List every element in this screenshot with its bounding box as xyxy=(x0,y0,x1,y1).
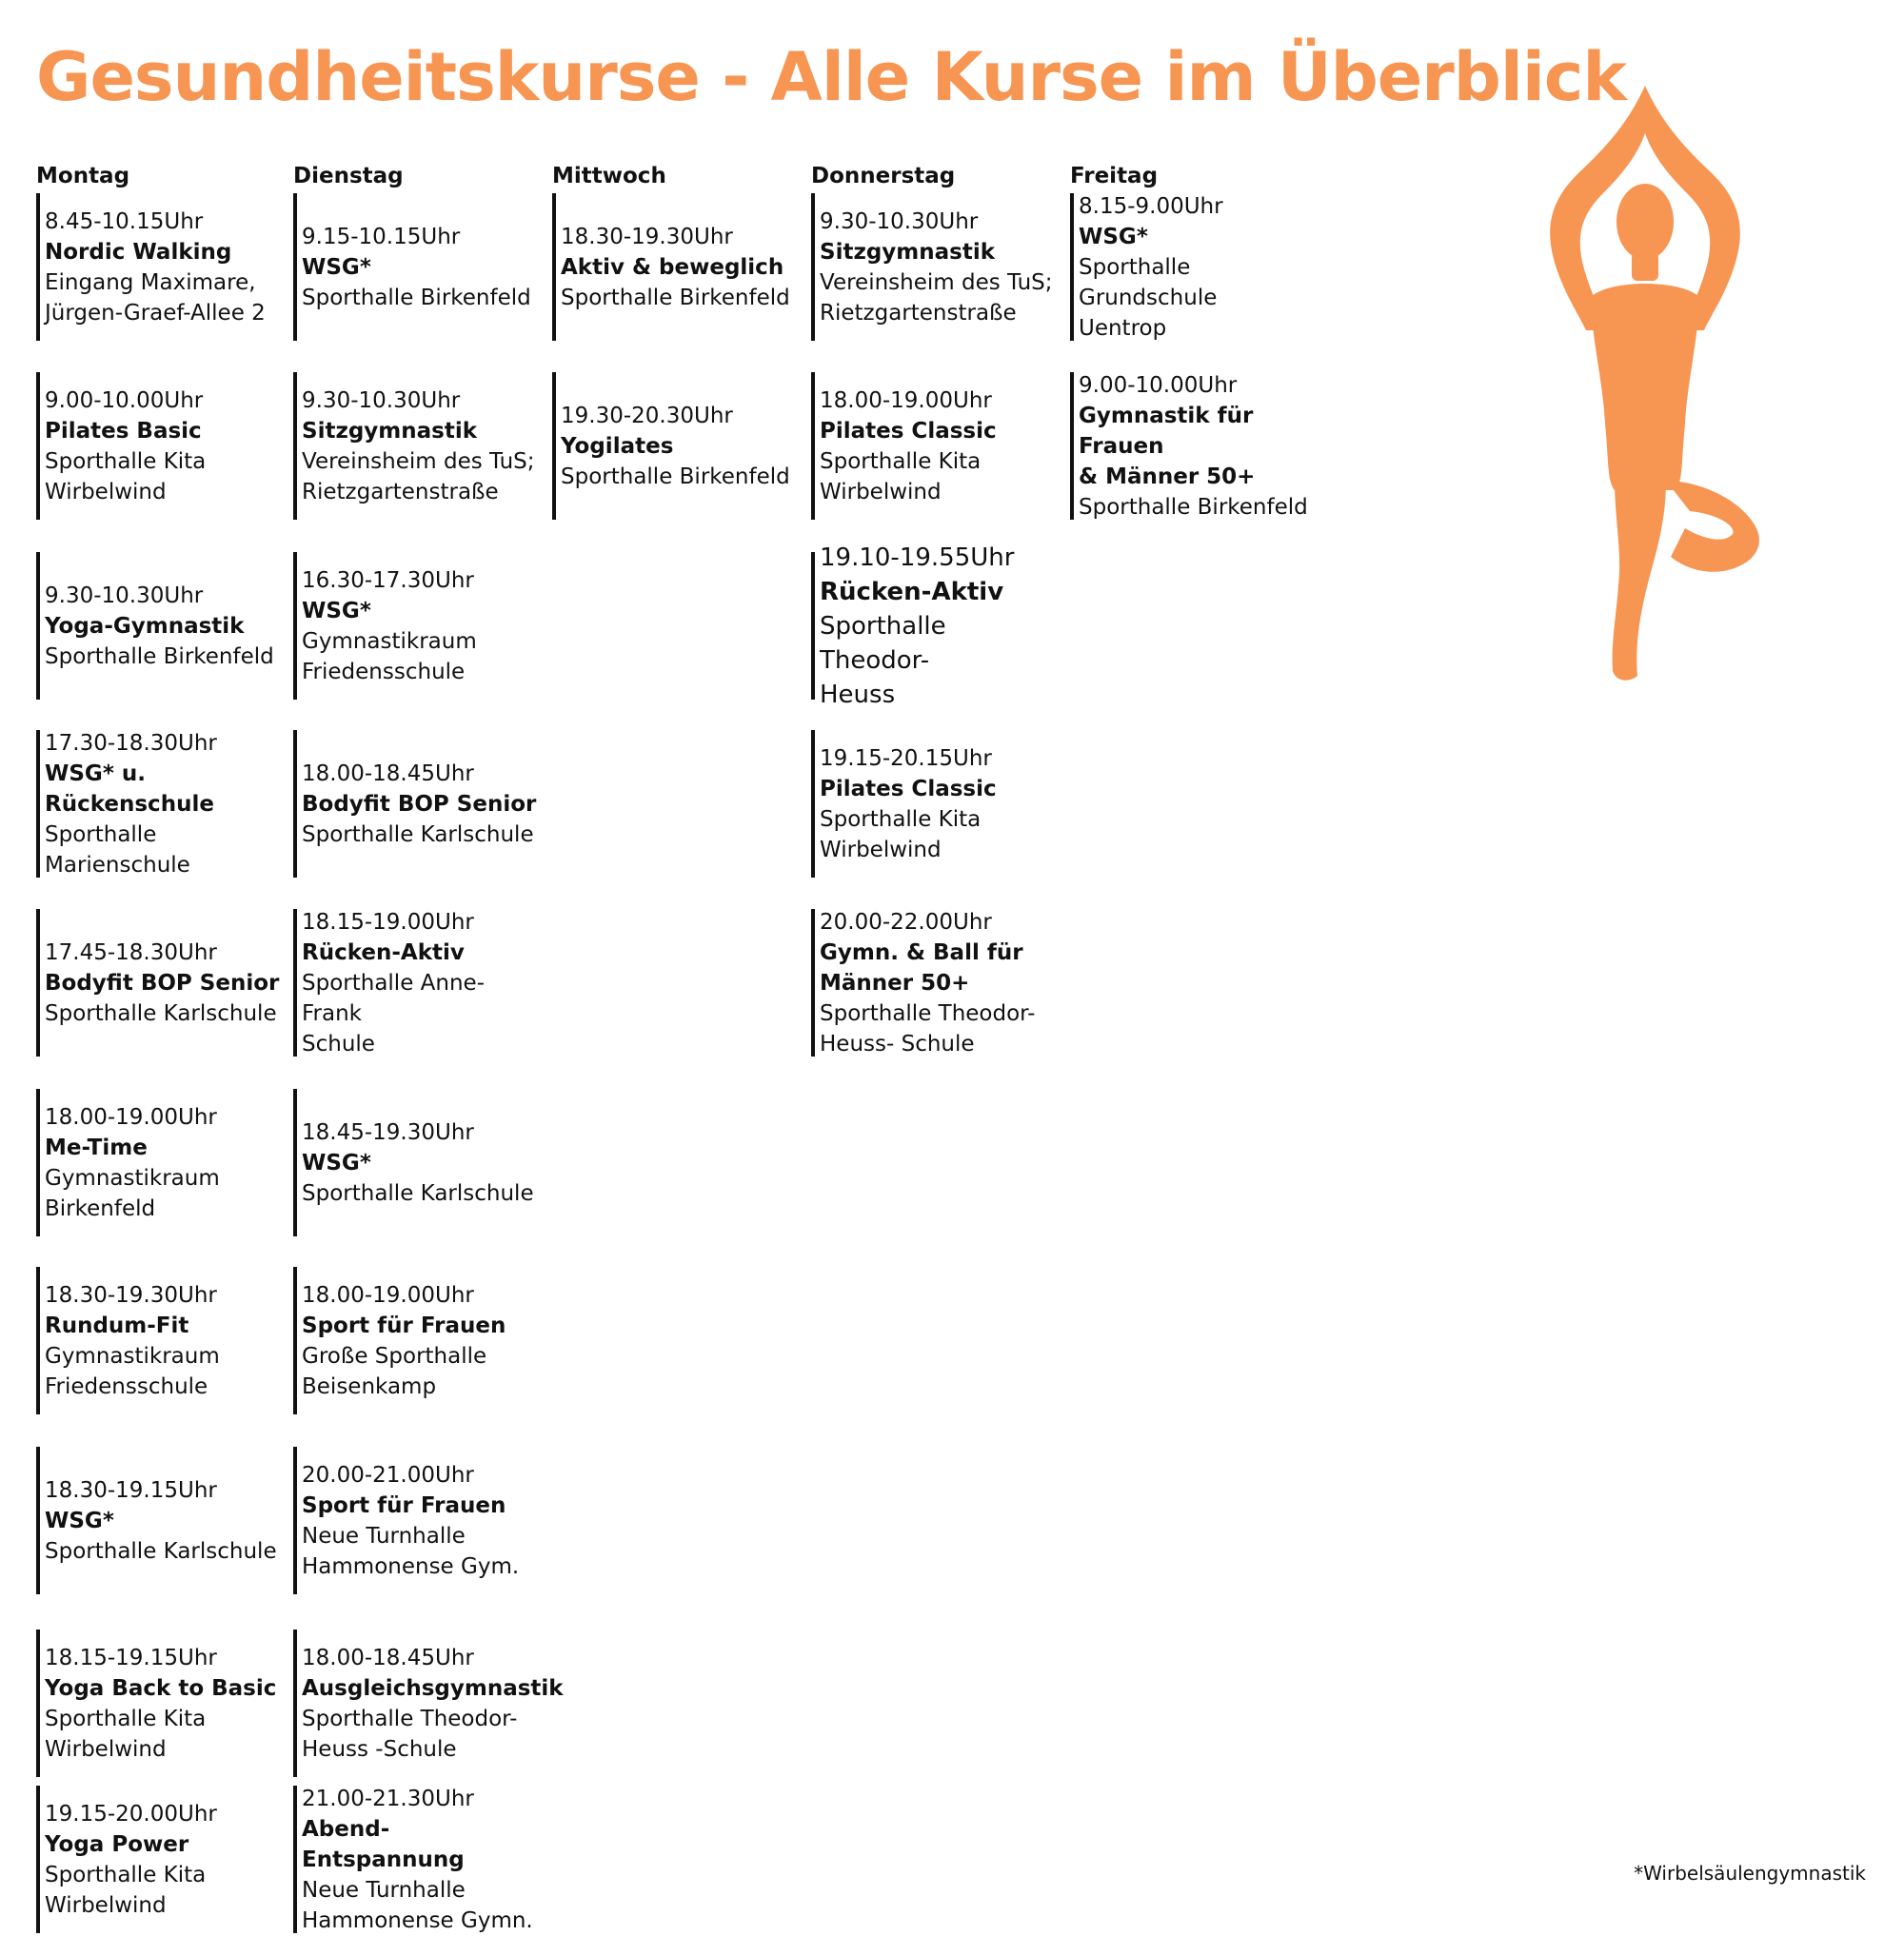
course-name: Pilates Classic xyxy=(820,418,997,444)
course-entry xyxy=(293,372,543,520)
course-name: WSG* xyxy=(1079,224,1148,249)
course-slot xyxy=(293,372,543,520)
course-name: Rundum-Fit xyxy=(45,1313,189,1338)
course-slot xyxy=(552,372,802,520)
course-time: 18.00-18.45Uhr xyxy=(302,1645,474,1670)
course-slot xyxy=(36,909,286,1057)
course-slot xyxy=(36,552,286,700)
course-location: Sporthalle Karlschule xyxy=(302,821,534,847)
course-time: 9.30-10.30Uhr xyxy=(45,583,204,608)
course-slot xyxy=(293,552,543,700)
course-name: WSG* xyxy=(302,254,371,280)
course-location: Gymnastikraum Birkenfeld xyxy=(45,1165,220,1221)
course-name: Sitzgymnastik xyxy=(302,418,478,444)
course-name: Pilates Basic xyxy=(45,418,202,444)
course-time: 16.30-17.30Uhr xyxy=(302,567,474,593)
course-entry xyxy=(36,909,286,1057)
day-header: Freitag xyxy=(1070,164,1159,188)
course-location: Sporthalle Kita Wirbelwind xyxy=(820,806,982,862)
course-slot xyxy=(811,193,1061,341)
course-name: WSG* u. Rückenschule xyxy=(45,761,214,817)
course-time: 17.45-18.30Uhr xyxy=(45,939,217,965)
course-entry xyxy=(293,1630,564,1777)
course-slot xyxy=(293,1630,564,1777)
course-location: Sporthalle Birkenfeld xyxy=(561,285,790,310)
course-entry xyxy=(293,1267,543,1414)
course-time: 18.00-19.00Uhr xyxy=(45,1104,217,1130)
course-slot xyxy=(811,730,1061,878)
course-time: 17.30-18.30Uhr xyxy=(45,730,217,756)
course-slot xyxy=(36,1630,286,1777)
course-location: Vereinsheim des TuS; Rietzgartenstraße xyxy=(820,269,1053,326)
day-column-4 xyxy=(1070,162,1319,520)
day-header: Montag xyxy=(36,164,130,188)
course-location: Sporthalle Karlschule xyxy=(45,1000,277,1026)
course-location: Gymnastikraum Friedensschule xyxy=(45,1343,220,1399)
course-entry xyxy=(36,193,286,341)
course-slot xyxy=(293,730,543,878)
course-entry xyxy=(811,193,1061,341)
course-name: Bodyfit BOP Senior xyxy=(45,970,280,996)
course-slot xyxy=(1070,372,1319,520)
course-entry xyxy=(36,1089,286,1236)
course-name: WSG* xyxy=(302,598,371,623)
course-time: 9.30-10.30Uhr xyxy=(302,387,461,413)
course-location: Sporthalle Kita Wirbelwind xyxy=(45,448,207,504)
course-entry xyxy=(293,909,543,1057)
course-time: 9.00-10.00Uhr xyxy=(1079,372,1238,398)
course-name: Sport für Frauen xyxy=(302,1313,506,1338)
course-location: Vereinsheim des TuS; Rietzgartenstraße xyxy=(302,448,535,504)
day-header: Mittwoch xyxy=(552,164,666,188)
course-name: Rücken-Aktiv xyxy=(820,577,1004,606)
day-header: Donnerstag xyxy=(811,164,956,188)
course-location: Gymnastikraum Friedensschule xyxy=(302,628,477,684)
course-name: WSG* xyxy=(302,1150,371,1175)
course-time: 8.15-9.00Uhr xyxy=(1079,193,1223,219)
course-location: Sporthalle Birkenfeld xyxy=(302,285,531,310)
course-time: 18.30-19.30Uhr xyxy=(561,224,733,249)
course-slot xyxy=(552,193,802,341)
course-slot xyxy=(811,543,1061,709)
course-name: Sitzgymnastik xyxy=(820,239,996,265)
course-slot xyxy=(36,1089,286,1236)
course-time: 19.30-20.30Uhr xyxy=(561,403,733,428)
course-name: WSG* xyxy=(45,1508,114,1533)
course-entry xyxy=(36,1267,286,1414)
course-location: Sporthalle Grundschule Uentrop xyxy=(1079,254,1218,341)
course-name: Sport für Frauen xyxy=(302,1492,506,1518)
course-entry xyxy=(36,1786,286,1933)
course-slot xyxy=(36,372,286,520)
course-entry xyxy=(293,552,543,700)
day-header: Dienstag xyxy=(293,164,404,188)
course-time: 18.15-19.15Uhr xyxy=(45,1645,217,1670)
course-entry xyxy=(36,730,286,878)
course-location: Sporthalle Theodor- Heuss xyxy=(820,611,946,709)
course-name: Me-Time xyxy=(45,1135,148,1160)
course-time: 18.15-19.00Uhr xyxy=(302,909,474,935)
course-name: Nordic Walking xyxy=(45,239,232,265)
course-entry xyxy=(293,193,543,341)
course-entry xyxy=(1070,193,1319,341)
course-name: Gymnastik für Frauen & Männer 50+ xyxy=(1079,403,1256,489)
course-slot xyxy=(293,1447,543,1594)
course-slot xyxy=(293,1267,543,1414)
course-entry xyxy=(552,193,802,341)
course-name: Ausgleichsgymnastik xyxy=(302,1675,564,1701)
course-slot xyxy=(293,1786,543,1933)
course-time: 19.10-19.55Uhr xyxy=(820,543,1015,572)
course-name: Rücken-Aktiv xyxy=(302,939,465,965)
course-time: 19.15-20.15Uhr xyxy=(820,745,992,771)
course-entry xyxy=(293,1786,543,1933)
course-location: Sporthalle Kita Wirbelwind xyxy=(45,1706,207,1762)
course-slot xyxy=(293,909,543,1057)
course-name: Yogilates xyxy=(561,433,674,459)
course-entry xyxy=(36,1447,286,1594)
course-location: Sporthalle Theodor- Heuss- Schule xyxy=(820,1000,1036,1057)
course-entry xyxy=(293,730,543,878)
course-slot xyxy=(293,1089,543,1236)
course-time: 18.00-18.45Uhr xyxy=(302,761,474,786)
course-time: 18.00-19.00Uhr xyxy=(820,387,992,413)
course-name: Yoga-Gymnastik xyxy=(45,613,245,639)
course-location: Sporthalle Karlschule xyxy=(302,1180,534,1206)
course-entry xyxy=(293,1089,543,1236)
course-location: Große Sporthalle Beisenkamp xyxy=(302,1343,487,1399)
page-title: Gesundheitskurse - Alle Kurse im Überblick xyxy=(36,38,1626,116)
course-name: Aktiv & beweglich xyxy=(561,254,784,280)
course-slot xyxy=(36,193,286,341)
footnote: *Wirbelsäulengymnastik xyxy=(1634,1862,1866,1885)
course-entry xyxy=(36,552,286,700)
course-time: 8.45-10.15Uhr xyxy=(45,208,204,234)
course-slot xyxy=(293,193,543,341)
course-entry xyxy=(36,372,286,520)
day-column-1 xyxy=(293,162,564,1933)
course-slot xyxy=(36,1786,286,1933)
course-time: 18.45-19.30Uhr xyxy=(302,1119,474,1145)
day-column-2 xyxy=(552,162,802,489)
course-name: Gymn. & Ball für Männer 50+ xyxy=(820,939,1023,996)
day-column-0 xyxy=(36,162,286,1918)
course-location: Sporthalle Theodor- Heuss -Schule xyxy=(302,1706,518,1762)
course-entry xyxy=(293,1447,543,1594)
course-location: Sporthalle Anne-Frank Schule xyxy=(302,970,485,1057)
course-name: Abend-Entspannung xyxy=(302,1816,465,1872)
course-time: 9.00-10.00Uhr xyxy=(45,387,204,413)
course-slot xyxy=(811,909,1061,1057)
course-slot xyxy=(36,1267,286,1414)
course-entry xyxy=(811,372,1061,520)
course-time: 18.30-19.30Uhr xyxy=(45,1282,217,1308)
course-entry xyxy=(36,1630,286,1777)
course-location: Sporthalle Kita Wirbelwind xyxy=(45,1862,207,1918)
course-time: 20.00-22.00Uhr xyxy=(820,909,992,935)
course-time: 18.30-19.15Uhr xyxy=(45,1477,217,1503)
course-time: 18.00-19.00Uhr xyxy=(302,1282,474,1308)
day-column-3 xyxy=(811,162,1061,1057)
course-location: Neue Turnhalle Hammonense Gym. xyxy=(302,1523,520,1579)
course-entry xyxy=(811,909,1061,1057)
course-slot xyxy=(811,372,1061,520)
course-location: Sporthalle Karlschule xyxy=(45,1538,277,1564)
course-entry xyxy=(552,372,802,520)
course-name: Pilates Classic xyxy=(820,776,997,801)
course-name: Yoga Back to Basic xyxy=(45,1675,277,1701)
course-entry xyxy=(811,543,1061,709)
course-time: 9.15-10.15Uhr xyxy=(302,224,461,249)
course-entry xyxy=(1070,372,1319,520)
course-location: Sporthalle Birkenfeld xyxy=(1079,494,1308,520)
course-location: Sporthalle Marienschule xyxy=(45,821,190,878)
course-location: Sporthalle Kita Wirbelwind xyxy=(820,448,982,504)
course-location: Sporthalle Birkenfeld xyxy=(45,643,274,669)
course-location: Sporthalle Birkenfeld xyxy=(561,464,790,489)
course-location: Neue Turnhalle Hammonense Gymn. xyxy=(302,1877,533,1933)
course-slot xyxy=(36,1447,286,1594)
course-entry xyxy=(811,730,1061,878)
course-slot xyxy=(36,730,286,878)
yoga-figure-icon xyxy=(1523,81,1771,690)
course-slot xyxy=(1070,193,1319,341)
course-location: Eingang Maximare, Jürgen-Graef-Allee 2 xyxy=(45,269,266,326)
course-time: 9.30-10.30Uhr xyxy=(820,208,979,234)
course-name: Yoga Power xyxy=(45,1831,189,1857)
course-name: Bodyfit BOP Senior xyxy=(302,791,537,817)
course-time: 20.00-21.00Uhr xyxy=(302,1462,474,1488)
course-time: 19.15-20.00Uhr xyxy=(45,1801,217,1827)
course-time: 21.00-21.30Uhr xyxy=(302,1786,474,1811)
